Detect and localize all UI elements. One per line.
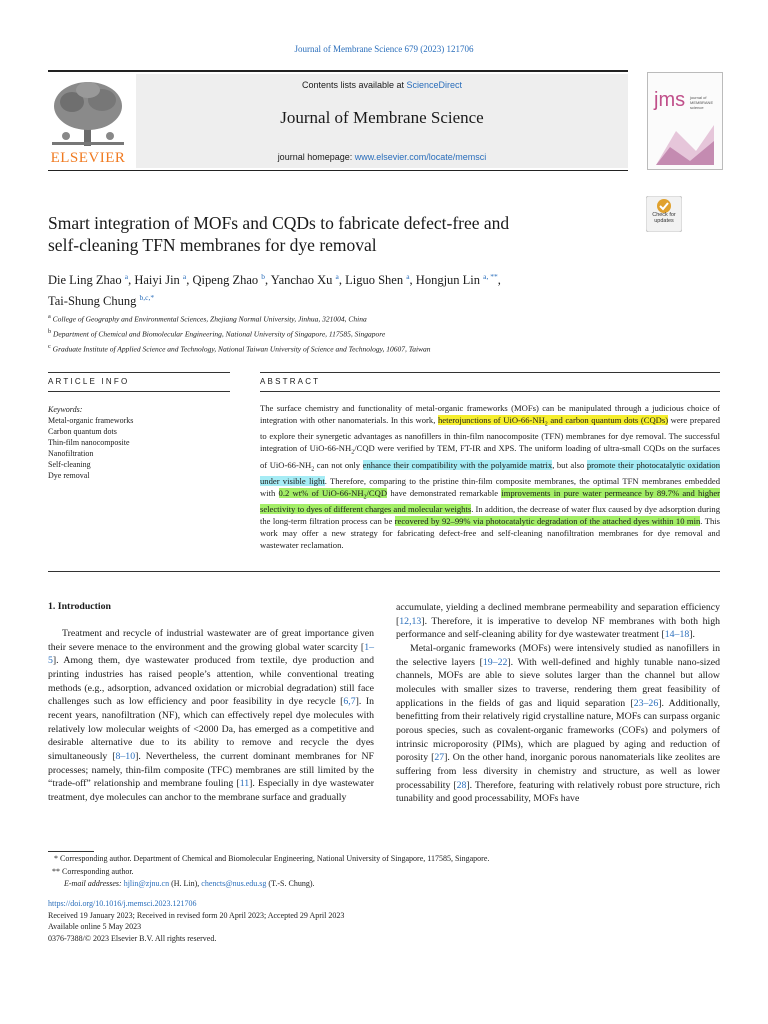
author-name[interactable]: Die Ling Zhao [48,273,122,288]
author-affil-mark[interactable]: a [124,272,129,281]
text-run: ]. Among them, dye wastewater produced from textile, dye production and printing industries has raised people’s attention, while conventional treating methods (e.g., adsorption, advanced oxidation or microbial degradation) still face challenges such as low efficiency and poor feasibility in dye recycle [ [48,655,374,708]
cover-subtitle: journal of MEMBRANE science [690,95,714,110]
author-name[interactable]: Hongjun Lin [415,273,481,288]
highlight-text: /CQD [366,487,388,498]
abstract-mid-rule [260,391,720,392]
abstract-segment: . This work may offer a new strategy for fabricating defect-free and self-cleaning nanofiltration membranes for dye removal and wastewater reclamation. [260,516,720,550]
email-owner: (H. Lin), [169,879,202,888]
journal-homepage-line [136,152,628,162]
homepage-prefix: journal homepage: [277,152,355,162]
citation-link[interactable]: 19–22 [482,656,508,668]
keyword-item: Thin-film nanocomposite [48,438,130,447]
author-list: Die Ling Zhao $^a$, Haiyi Jin $^a$, Qipeng Zhao $^b$, Yanchao Xu $^a$, Liguo Shen $^a$, Hongjun Lin $^{a, **}$, Tai-Shung Chung $^{b,c,*}$ [48,272,501,309]
affiliation-mark: c [48,343,51,350]
journal-citation-link[interactable]: Journal of Membrane Science 679 (2023) 121706 [294,44,474,54]
affiliation-item [48,311,698,326]
citation-link[interactable]: 1–5 [48,641,374,667]
subscript: 2 [351,449,355,456]
text-run: ]. Therefore, it is imperative to develop NF membranes with both high performance and self-cleaning ability for dye wastewater treatment [ [396,615,720,641]
affiliations [48,311,698,356]
citation-link[interactable]: 28 [456,779,467,791]
text-run: ]. Nevertheless, the current dominant membranes for NF processes; namely, thin-film composite (TFC) membranes are still limited by the “trade-off” relationship and membrane fouling [ [48,750,374,790]
abstract-segment: can not only [314,459,363,470]
contents-prefix: Contents lists available at [301,80,407,90]
abstract-heading: ABSTRACT [260,377,321,386]
text-run: Metal-organic frameworks (MOFs) were intensively studied as nanofillers in the selective layers [ [396,642,720,668]
keyword-item: Carbon quantum dots [48,427,117,436]
citation-link[interactable]: 27 [434,752,445,764]
affiliation-item [48,341,698,356]
footnote-corresponding-1: * Corresponding author. Department of Chemical and Biomolecular Engineering, National University of Singapore, 117585, Singapore. [54,854,490,863]
received-dates: Received 19 January 2023; Received in revised form 20 April 2023; Accepted 29 April 2023 [48,910,345,920]
available-online: Available online 5 May 2023 [48,922,142,931]
journal-homepage-link[interactable]: www.elsevier.com/locate/memsci [354,152,487,162]
author-name[interactable]: Haiyi Jin [134,273,180,288]
contents-line [136,80,628,90]
author-name[interactable]: Liguo Shen [345,273,404,288]
abstract-segment: /CQD were verified by TEM, FT-IR and XPS. The uniform loading of ultra-small CQDs on the surfaces of UiO-66-NH [260,443,721,470]
highlight-green: improvements in pure water permeance by 89.7% and higher selectivity to dyes of different charges and molecular weights [260,487,720,515]
sciencedirect-link[interactable]: ScienceDirect [406,80,463,90]
article-info-mid-rule [48,391,230,392]
footnote-corresponding-2: ** Corresponding author. [52,866,134,876]
keyword-item: Metal-organic frameworks [48,416,134,425]
highlight-text: 0.2 wt% of UiO-66-NH [278,487,364,498]
abstract-segment: The surface chemistry and functionality of metal-organic frameworks (MOFs) can be manipulated through a judicious choice of integration with other nanomaterials. In this work, [260,403,720,425]
affiliation-mark: a [48,313,51,320]
paper-title-line-1: Smart integration of MOFs and CQDs to fabricate defect-free and [48,213,510,233]
citation-link[interactable]: 14–18 [664,629,690,641]
text-run: ]. Additionally, benefitting from their relatively rigid crystalline nature, MOFs can surpass organic porous species, such as covalent-organic frameworks (COFs) and polymers of intrinsic microporosity (PIMs), which are plagued by aging and reduction of porosity [ [396,697,720,764]
keyword-item: Nanofiltration [48,449,94,458]
article-info-top-rule [48,372,230,373]
citation-link[interactable]: 6,7 [343,696,356,708]
text-run: ]. In recent years, nanofiltration (NF), which can effectively repel dye molecules with relatively low molecular weights of <2000 Da, has emerged as a competitive and desirable alternative due to its ability to remove and recycle the dyes simultaneously [ [48,696,374,762]
citation-link[interactable]: 11 [239,778,250,790]
affiliation-mark: b [48,328,52,335]
author-name[interactable]: Tai-Shung Chung [48,294,137,309]
author-affil-mark[interactable]: b [261,272,265,281]
header-top-rule [48,70,628,72]
subscript: 2 [544,421,548,428]
author-affil-mark[interactable]: a [182,272,187,281]
paragraph [396,642,720,806]
email-link-chung[interactable]: chencts@nus.edu.sg [201,879,267,888]
doi-link[interactable]: https://doi.org/10.1016/j.memsci.2023.121706 [48,899,197,908]
email-link-lin[interactable]: hjlin@zjnu.cn [123,879,170,888]
author-affil-mark[interactable]: a [406,272,410,281]
abstract-text [260,403,720,552]
citation-link[interactable]: 12,13 [399,615,422,627]
publication-info [48,898,720,944]
citation-link[interactable]: 23–26 [633,697,659,709]
affiliation-item [48,326,698,341]
abstract-segment: have demonstrated remarkable [387,487,502,498]
footnotes [48,853,720,891]
journal-title: Journal of Membrane Science [280,108,484,127]
affiliation-text: College of Geography and Environmental Sciences, Zhejiang Normal University, Jinhua, 321004, China [52,314,367,324]
abstract-bottom-rule [48,571,720,572]
citation-link[interactable]: 8–10 [115,750,136,762]
text-run: ]. Especially in dye wastewater treatment, dye molecules can anchor to the membrane surface and gradually [48,778,374,803]
highlight-yellow [437,414,669,428]
author-name[interactable]: Yanchao Xu [270,273,333,288]
author-name[interactable]: Qipeng Zhao [192,273,259,288]
header-bottom-rule [48,170,628,171]
keywords-block [48,404,228,481]
cover-artwork-icon [656,121,714,165]
article-info-heading: ARTICLE INFO [48,377,130,386]
paper-title-line-2: self-cleaning TFN membranes for dye removal [48,235,377,255]
text-run: ]. Therefore, featuring with relatively robust pore structure, rich tunability and good processability, MOFs have [396,779,720,805]
text-run: ]. [689,629,695,641]
abstract-segment: , but also [552,459,587,470]
cover-logo: jms [654,89,686,111]
check-for-updates-label: Check for updates [652,212,676,224]
paragraph [48,627,374,805]
author-affil-mark[interactable]: a [335,272,339,281]
paragraph [396,601,720,642]
highlight-cyan: promote their photocatalytic oxidation under visible light [260,459,721,487]
body-column-left [48,627,374,805]
author-affil-mark[interactable]: a, ** [483,272,498,281]
footnote-rule [48,851,94,852]
text-run: accumulate, yielding a declined membrane permeability and separation efficiency [ [396,602,720,627]
journal-cover-thumbnail[interactable] [647,72,723,170]
footnote-emails [48,878,720,891]
email-label: E-mail addresses: [64,879,122,888]
author-affil-mark[interactable]: b,c,* [139,293,155,303]
abstract-segment: were prepared to explore their synergetic advantages as nanofillers in thin-film nanocomposite (TFN) membranes for dye removal. The successful integration of UiO-66-NH [260,414,720,454]
body-column-right [396,601,720,806]
highlight-text: and carbon quantum dots (CQDs) [547,414,669,425]
highlight-green [278,487,388,501]
email-owner: (T.-S. Chung). [266,879,315,888]
section-heading-introduction: 1. Introduction [48,601,111,612]
affiliation-text: Department of Chemical and Biomolecular Engineering, National University of Singapore, 117585, Singapore [53,329,386,339]
affiliation-text: Graduate Institute of Applied Science and Technology, National Taiwan University of Science and Technology, 10607, Taiwan [52,344,431,354]
text-run: ]. On the other hand, inorganic porous nanomaterials like zeolites are suffering from less diversity in chemistry and structure, as well as lower processability [ [396,752,721,791]
keyword-item: Dye removal [48,471,90,480]
highlight-cyan: enhance their compatibility with the polyamide matrix [362,459,553,470]
highlight-text: heterojunctions of UiO-66-NH [437,414,545,425]
abstract-segment: . Therefore, comparing to the pristine thin-film composite membranes, the optimal TFN membranes embedded with [260,476,720,498]
paper-title [48,212,608,256]
highlight-green: recovered by 92–99% via photocatalytic degradation of the attached dyes within 10 min [394,516,701,527]
text-run: ]. With well-defined and highly tunable nano-sized channels, MOFs are able to sieve solutes larger than the channel but allow molecules with smaller sizes to traverse, rendering them great feasibility of applications in the fields of gas and liquid separation [ [396,656,721,709]
publisher-wordmark: ELSEVIER [50,150,126,166]
keywords-label: Keywords: [48,405,83,414]
keyword-item: Self-cleaning [48,460,91,469]
abstract-top-rule [260,372,720,373]
abstract-segment: . In addition, the decrease of water flux caused by dye adsorption during the long-term filtration process can be [260,504,720,527]
subscript: 2 [363,494,367,501]
text-run: Treatment and recycle of industrial wastewater are of great importance given their severe menace to the environment and the growing global water scarcity [ [48,628,374,653]
copyright: 0376-7388/© 2023 Elsevier B.V. All rights reserved. [48,933,217,943]
subscript: 2 [311,466,315,473]
